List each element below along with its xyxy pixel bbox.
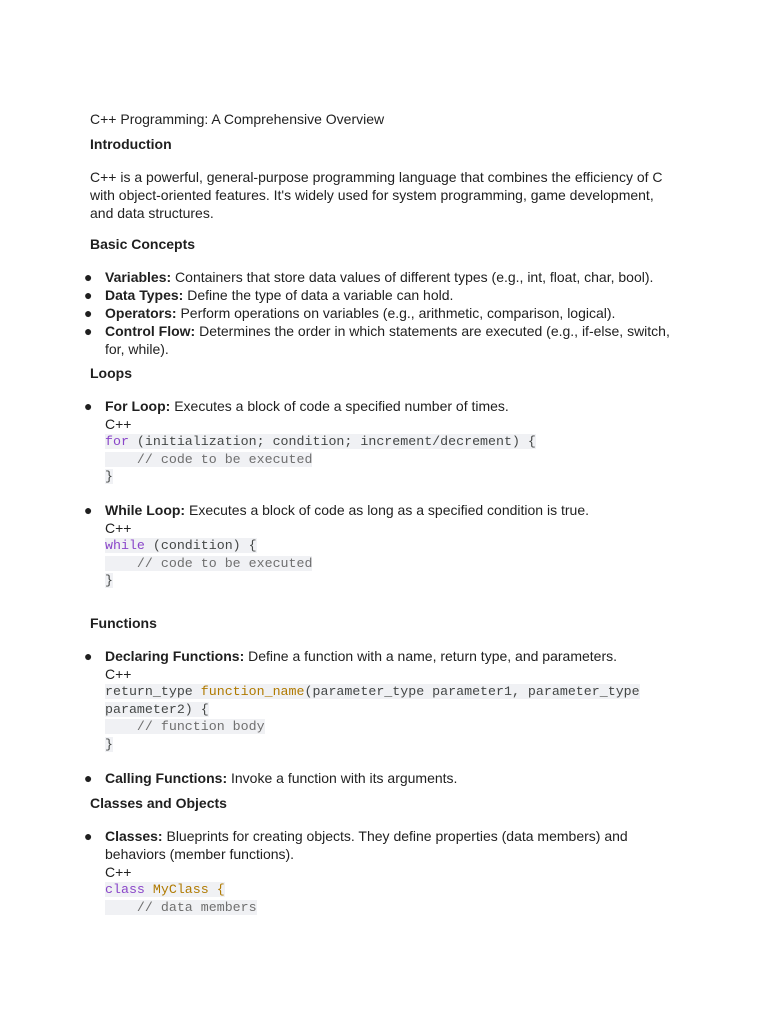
list-item (84, 769, 674, 787)
term: Data Types: (105, 287, 184, 303)
term: Control Flow: (105, 323, 196, 339)
code-block (105, 683, 674, 753)
classes-list (84, 827, 674, 916)
definition: Invoke a function with its arguments. (227, 770, 458, 786)
introduction-paragraph: C++ is a powerful, general-purpose programming language that combines the efficiency of C with object-oriented features. It's widely used for system programming, game development, and data structures. (90, 169, 663, 221)
code-text: } (105, 469, 113, 484)
functions-list-calling (84, 769, 674, 787)
term: Operators: (105, 305, 177, 321)
functions-list-declaring (84, 647, 674, 753)
bullet-icon: ● (84, 269, 93, 285)
loops-list-while (84, 501, 674, 590)
code-block (105, 881, 674, 916)
bullet-icon: ● (84, 305, 93, 321)
definition: Containers that store data values of different types (e.g., int, float, char, bool). (171, 269, 654, 285)
code-text: parameter2) { (105, 701, 209, 717)
bullet-icon: ● (84, 287, 93, 303)
list-item (84, 501, 674, 590)
term: While Loop: (105, 502, 186, 518)
code-keyword: for (105, 434, 129, 449)
introduction-heading: Introduction (90, 136, 172, 152)
code-text: return_type (105, 684, 201, 699)
term: For Loop: (105, 398, 171, 414)
code-language-label: C++ (105, 666, 132, 682)
code-comment: // code to be executed (105, 451, 313, 467)
term: Calling Functions: (105, 770, 228, 786)
definition: Determines the order in which statements are executed (e.g., if-else, switch, for, while). (105, 323, 670, 357)
bullet-icon: ● (84, 323, 93, 339)
bullet-icon: ● (84, 502, 93, 518)
code-comment: // data members (105, 899, 257, 915)
code-text: } (105, 573, 113, 588)
list-item (84, 322, 674, 358)
code-block (105, 433, 674, 486)
code-keyword: while (105, 538, 145, 553)
list-item (84, 397, 674, 486)
bullet-icon: ● (84, 828, 93, 844)
list-item (84, 286, 674, 304)
list-item (84, 268, 674, 286)
term: Variables: (105, 269, 172, 285)
loops-heading: Loops (90, 365, 132, 381)
bullet-icon: ● (84, 398, 93, 414)
functions-heading: Functions (90, 615, 157, 631)
definition: Executes a block of code a specified number of times. (170, 398, 509, 414)
list-item (84, 647, 674, 753)
term: Declaring Functions: (105, 648, 245, 664)
code-class-name: MyClass { (144, 882, 225, 897)
definition: Blueprints for creating objects. They define properties (data members) and behaviors (member functions). (105, 828, 628, 862)
term: Classes: (105, 828, 163, 844)
classes-heading: Classes and Objects (90, 795, 227, 811)
list-item (84, 304, 674, 322)
code-text: } (105, 736, 113, 752)
basic-concepts-heading: Basic Concepts (90, 236, 196, 252)
bullet-icon: ● (84, 770, 93, 786)
code-language-label: C++ (105, 864, 132, 880)
basic-concepts-list (84, 268, 674, 358)
definition: Perform operations on variables (e.g., arithmetic, comparison, logical). (176, 305, 616, 321)
definition: Define the type of data a variable can hold. (183, 287, 454, 303)
document-title: C++ Programming: A Comprehensive Overview (90, 111, 385, 127)
code-text: (initialization; condition; increment/decrement) { (128, 434, 536, 449)
list-item (84, 827, 674, 916)
loops-list-for (84, 397, 674, 486)
code-language-label: C++ (105, 416, 132, 432)
code-keyword: class (105, 882, 145, 897)
code-comment: // function body (105, 719, 265, 734)
code-block (105, 537, 674, 590)
code-function-name: function_name (200, 684, 305, 699)
code-text: (condition) { (144, 538, 257, 553)
definition: Executes a block of code as long as a specified condition is true. (185, 502, 589, 518)
code-text: (parameter_type parameter1, parameter_type (304, 684, 640, 699)
code-comment: // code to be executed (105, 555, 313, 571)
bullet-icon: ● (84, 648, 93, 664)
code-language-label: C++ (105, 520, 132, 536)
definition: Define a function with a name, return type, and parameters. (244, 648, 617, 664)
